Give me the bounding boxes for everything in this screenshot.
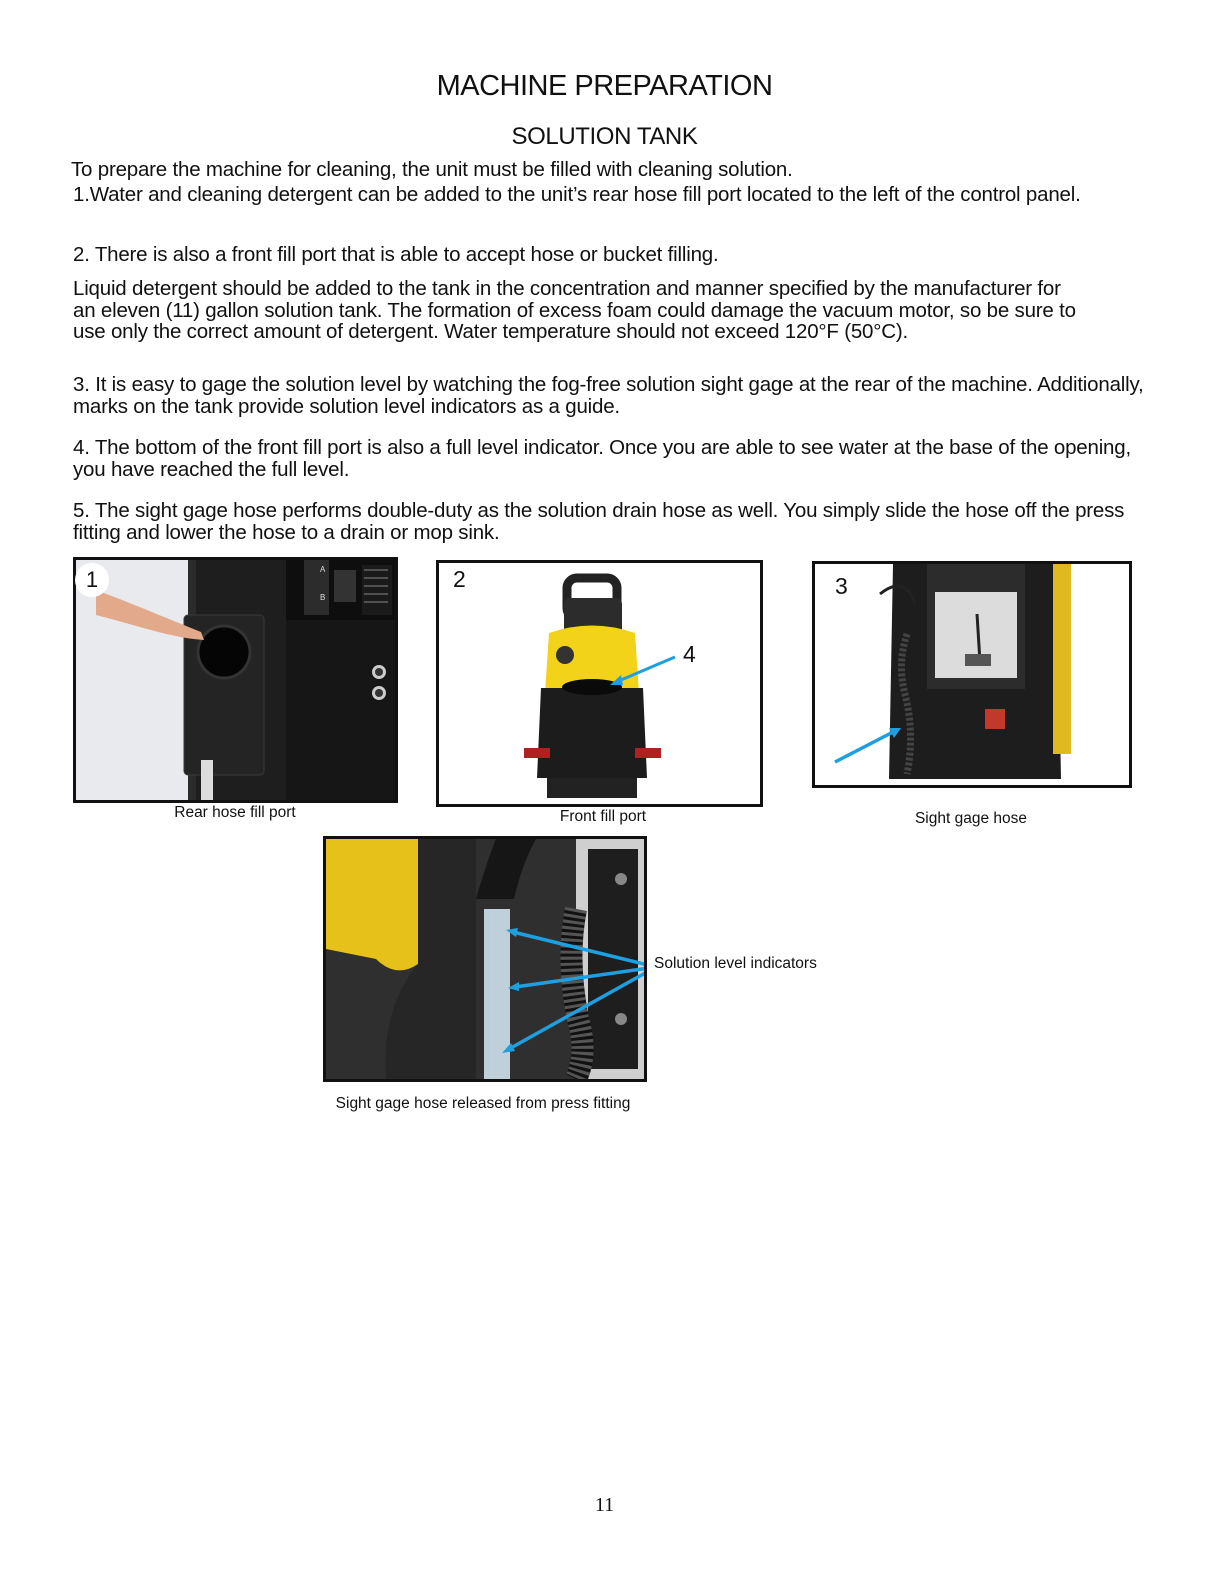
figure-4-pointer-label: 4 xyxy=(683,641,696,667)
intro-text: To prepare the machine for cleaning, the unit must be filled with cleaning solution. xyxy=(71,158,793,181)
step-4-text: 4. The bottom of the front fill port is also a full level indicator. Once you are able to see water at the base of the opening, you have reached the full level. xyxy=(73,436,1131,481)
front-fill-port-photo xyxy=(436,560,763,807)
figure-2-badge: 2 xyxy=(453,566,466,592)
sight-gage-released-illustration xyxy=(326,839,644,1079)
rear-fill-port-photo xyxy=(73,557,398,803)
sight-gage-hose-photo xyxy=(812,561,1132,788)
figure-4-caption: Sight gage hose released from press fitting xyxy=(335,1095,631,1112)
detergent-note: Liquid detergent should be added to the tank in the concentration and manner specified by the manufacturer for an eleven (11) gallon solution tank. The formation of excess foam could damage the vacuum motor, so be sure to use only the correct amount of detergent. Water temperature should not exceed 120°F (50°C). xyxy=(73,277,1076,343)
step-1-text: 1.Water and cleaning detergent can be added to the unit’s rear hose fill port located to the left of the control panel. xyxy=(73,183,1081,206)
label-a: A xyxy=(320,565,326,574)
figure-3-badge: 3 xyxy=(835,573,848,599)
figure-2-caption: Front fill port xyxy=(559,808,647,825)
front-fill-port-illustration xyxy=(439,563,760,804)
figure-3-caption: Sight gage hose xyxy=(914,810,1028,827)
solution-level-indicators-callout: Solution level indicators xyxy=(654,955,817,972)
page-number: 11 xyxy=(594,1494,615,1516)
section-subtitle: SOLUTION TANK xyxy=(511,123,698,150)
figure-1-badge: 1 xyxy=(75,563,109,597)
sight-gage-released-photo xyxy=(323,836,647,1082)
step-3-text: 3. It is easy to gage the solution level by watching the fog-free solution sight gage at the rear of the machine. Additionally, marks on the tank provide solution level indicators as a guide. xyxy=(73,373,1144,418)
label-b: B xyxy=(320,593,326,602)
step-5-text: 5. The sight gage hose performs double-duty as the solution drain hose as well. You simply slide the hose off the press fitting and lower the hose to a drain or mop sink. xyxy=(73,499,1125,544)
figure-1-caption: Rear hose fill port xyxy=(174,804,296,821)
sight-gage-hose-illustration xyxy=(815,564,1129,785)
page-title: MACHINE PREPARATION xyxy=(436,70,773,102)
rear-fill-port-illustration xyxy=(76,560,395,800)
step-2-text: 2. There is also a front fill port that is able to accept hose or bucket filling. xyxy=(73,243,719,266)
